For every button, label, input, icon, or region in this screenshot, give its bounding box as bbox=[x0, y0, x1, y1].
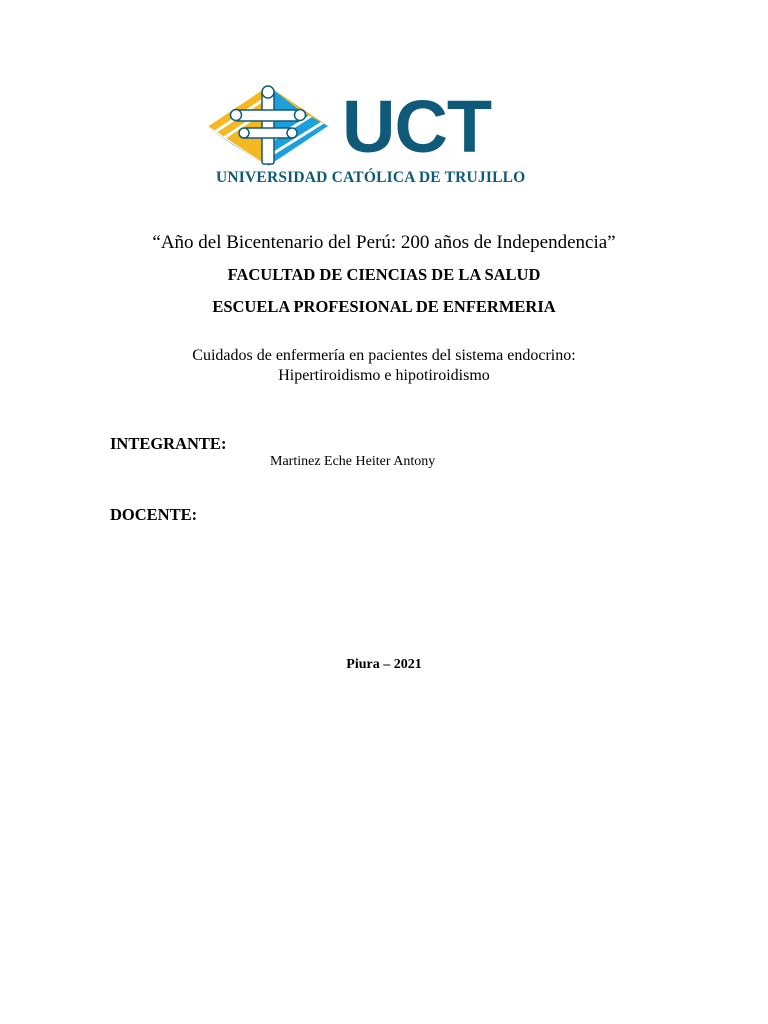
logo-tagline: UNIVERSIDAD CATÓLICA DE TRUJILLO bbox=[216, 169, 526, 186]
faculty-heading: FACULTAD DE CIENCIAS DE LA SALUD bbox=[227, 265, 541, 284]
integrante-name: Martinez Eche Heiter Antony bbox=[270, 454, 436, 469]
motto-heading: “Año del Bicentenario del Perú: 200 años de Independencia” bbox=[152, 232, 616, 253]
place-date: Piura – 2021 bbox=[346, 657, 422, 672]
document-title-line-2: Hipertiroidismo e hipotiroidismo bbox=[278, 367, 490, 384]
school-heading: ESCUELA PROFESIONAL DE ENFERMERIA bbox=[212, 297, 556, 316]
document-title-line-1: Cuidados de enfermería en pacientes del sistema endocrino: bbox=[192, 347, 576, 364]
integrante-label: INTEGRANTE: bbox=[110, 434, 227, 453]
cross-emblem-icon bbox=[206, 84, 330, 168]
logo-wordmark: UCT bbox=[342, 85, 492, 168]
docente-label: DOCENTE: bbox=[110, 505, 198, 524]
university-logo bbox=[206, 84, 558, 190]
